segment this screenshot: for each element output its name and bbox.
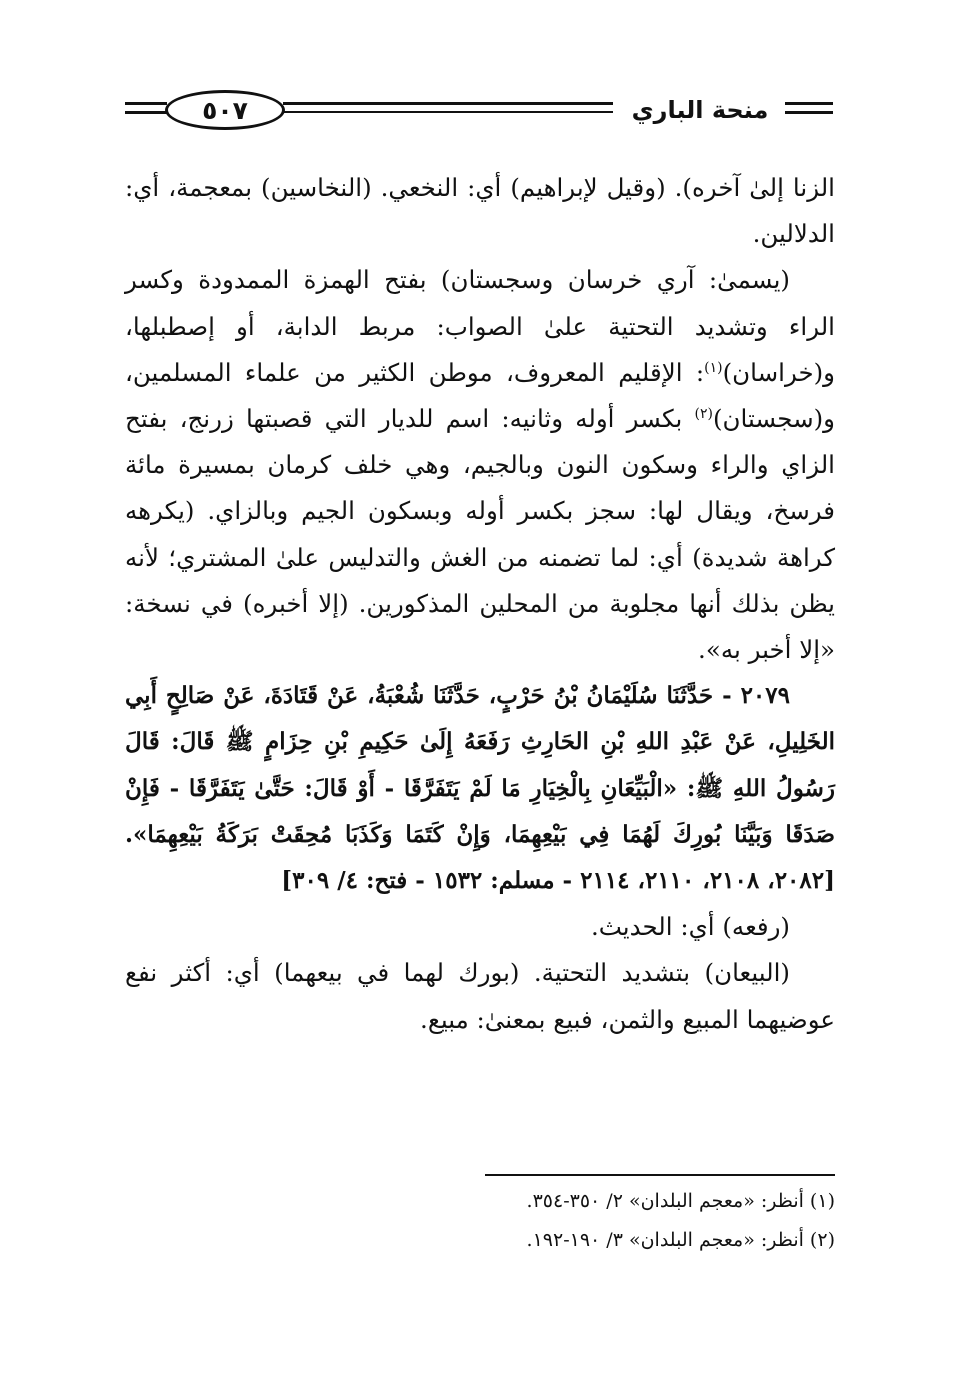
footnote-ref-2: (٢) bbox=[694, 405, 713, 422]
paragraph-2-text-b: : الإقليم المعروف، موطن الكثير من علماء المسلمين، bbox=[125, 357, 705, 387]
header-rule-left-bottom bbox=[125, 111, 167, 114]
paragraph-2-khurasan: و(خراسان) bbox=[722, 357, 835, 387]
footnote-1: (١) أنظر: «معجم البلدان» ٢/ ٣٥٠-٣٥٤. bbox=[526, 1190, 835, 1212]
header-rule-right-bottom bbox=[785, 111, 833, 114]
header-rule-right-top bbox=[785, 102, 833, 105]
book-title: منحة الباري bbox=[631, 96, 769, 124]
footnote-2: (٢) أنظر: «معجم البلدان» ٣/ ١٩٠-١٩٢. bbox=[526, 1229, 835, 1251]
header-rule-middle-top bbox=[283, 102, 613, 105]
paragraph-2-sijistan: و(سجستان) bbox=[713, 404, 835, 434]
paragraph-2-text-c: بكسر أوله وثانيه: اسم للديار التي قصبتها زرنج، بفتح الزاي والراء وسكون النون وبالجيم، وهي خلف كرمان بمسيرة مائة فرسخ، ويقال لها: سجز بكسر أوله وبسكون الجيم وبالزاي. (يكرهه كراهة شديدة) أي: لما تضمنه من الغش والتدليس علىٰ المشتري؛ لأنه يظن بذلك أنها مجلوبة من المحلين المذكورين. (إلا أخبره) في نسخة: «إلا أخبر به». bbox=[125, 404, 835, 665]
footnotes bbox=[425, 1182, 835, 1260]
paragraph-2 bbox=[125, 257, 835, 673]
header-rule-middle-bottom bbox=[283, 111, 613, 113]
footnote-ref-1: (١) bbox=[704, 359, 723, 376]
page-header bbox=[125, 88, 835, 138]
footnote-separator bbox=[485, 1174, 835, 1176]
header-rule-left-top bbox=[125, 102, 167, 105]
paragraph-commentary-2: (البيعان) بتشديد التحتية. (بورك لهما في بيعهما) أي: أكثر نفع عوضيهما المبيع والثمن، فبيع بمعنىٰ: مبيع. bbox=[125, 958, 835, 1034]
paragraph-2-text-a: (يسمىٰ: آري خرسان وسجستان) بفتح الهمزة الممدودة وكسر الراء وتشديد التحتية علىٰ الصواب: مربط الدابة، أو إصطبلها، bbox=[125, 265, 835, 341]
main-text bbox=[125, 165, 835, 1043]
hadith-2079: ٢٠٧٩ - حَدَّثَنَا سُلَيْمَانُ بْنُ حَرْبٍ، حَدَّثَنَا شُعْبَةُ، عَنْ قَتَادَةَ، عَنْ صَالِحٍ أَبِي الخَلِيلِ، عَنْ عَبْدِ اللهِ بْنِ الحَارِثِ رَفَعَهُ إِلَىٰ حَكِيمِ بْنِ حِزَامٍ ﷺ قَالَ: قَالَ رَسُولُ اللهِ ﷺ: «الْبَيِّعَانِ بِالْخِيَارِ مَا لَمْ يَتَفَرَّقَا - أَوْ قَالَ: حَتَّىٰ يَتَفَرَّقَا - فَإِنْ صَدَقَا وَبَيَّنَا بُورِكَ لَهُمَا فِي بَيْعِهِمَا، وَإِنْ كَتَمَا وَكَذَبَا مُحِقَتْ بَرَكَةُ بَيْعِهِمَا». [٢٠٨٢، ٢١٠٨، ٢١١٠، ٢١١٤ - مسلم: ١٥٣٢ - فتح: ٤/ ٣٠٩] bbox=[125, 682, 835, 895]
paragraph-commentary-1: (رفعه) أي: الحديث. bbox=[590, 912, 790, 942]
paragraph-1: الزنا إلىٰ آخره). (وقيل لإبراهيم) أي: النخعي. (النخاسين) بمعجمة، أي: الدلالين. bbox=[125, 173, 835, 249]
page-number: ٥٠٧ bbox=[165, 90, 285, 130]
